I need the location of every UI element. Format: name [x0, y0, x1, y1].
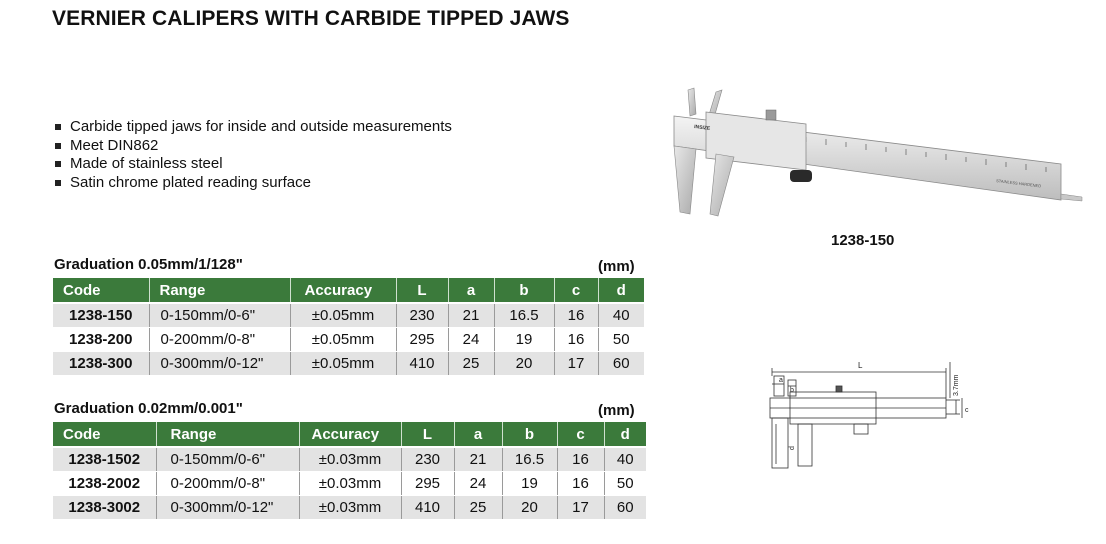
table-row — [53, 496, 646, 520]
graduation-title-2: Graduation 0.02mm/0.001" — [54, 400, 243, 417]
square-bullet-icon — [55, 124, 61, 130]
cell-l: 230 — [401, 447, 454, 472]
dim-label-c: c — [965, 407, 969, 414]
table-row — [53, 472, 646, 496]
unit-label-1: (mm) — [598, 258, 635, 275]
header-range: Range — [156, 422, 299, 447]
feature-list — [52, 118, 452, 192]
cell-c: 16 — [554, 303, 598, 328]
page-title: VERNIER CALIPERS WITH CARBIDE TIPPED JAWS — [52, 7, 570, 30]
header-l: L — [396, 278, 448, 303]
header-accuracy: Accuracy — [299, 422, 401, 447]
cell-l: 295 — [401, 472, 454, 496]
header-d: d — [598, 278, 644, 303]
cell-range: 0-200mm/0-8" — [156, 472, 299, 496]
dim-label-b: b — [790, 387, 794, 394]
spec-table-1 — [53, 278, 644, 376]
cell-accuracy: ±0.05mm — [290, 303, 396, 328]
table-header-row — [53, 422, 646, 447]
header-accuracy: Accuracy — [290, 278, 396, 303]
header-a: a — [454, 422, 502, 447]
cell-a: 25 — [448, 352, 494, 376]
cell-d: 60 — [598, 352, 644, 376]
header-b: b — [502, 422, 557, 447]
photo-caption: 1238-150 — [831, 232, 895, 249]
graduation-title-1: Graduation 0.05mm/1/128" — [54, 256, 243, 273]
cell-l: 410 — [401, 496, 454, 520]
cell-a: 21 — [454, 447, 502, 472]
square-bullet-icon — [55, 143, 61, 149]
cell-accuracy: ±0.03mm — [299, 496, 401, 520]
cell-c: 16 — [554, 328, 598, 352]
feature-item: Meet DIN862 — [52, 137, 452, 156]
cell-b: 20 — [502, 496, 557, 520]
cell-a: 24 — [454, 472, 502, 496]
table-header-row — [53, 278, 644, 303]
cell-d: 40 — [604, 447, 646, 472]
dim-label-l: L — [858, 361, 863, 370]
cell-code: 1238-2002 — [53, 472, 156, 496]
dim-label-3-7mm: 3.7mm — [953, 374, 960, 396]
header-l: L — [401, 422, 454, 447]
cell-d: 40 — [598, 303, 644, 328]
dim-label-d: d — [789, 446, 796, 450]
table-row — [53, 447, 646, 472]
header-c: c — [557, 422, 604, 447]
cell-range: 0-150mm/0-6" — [156, 447, 299, 472]
cell-a: 25 — [454, 496, 502, 520]
cell-accuracy: ±0.03mm — [299, 447, 401, 472]
cell-l: 295 — [396, 328, 448, 352]
feature-item: Made of stainless steel — [52, 155, 452, 174]
cell-b: 16.5 — [494, 303, 554, 328]
cell-range: 0-300mm/0-12" — [149, 352, 290, 376]
square-bullet-icon — [55, 161, 61, 167]
cell-b: 20 — [494, 352, 554, 376]
cell-code: 1238-3002 — [53, 496, 156, 520]
cell-b: 16.5 — [502, 447, 557, 472]
cell-a: 24 — [448, 328, 494, 352]
header-code: Code — [53, 278, 149, 303]
cell-accuracy: ±0.05mm — [290, 328, 396, 352]
square-bullet-icon — [55, 180, 61, 186]
cell-d: 50 — [604, 472, 646, 496]
cell-l: 230 — [396, 303, 448, 328]
table-row — [53, 303, 644, 328]
feature-item: Carbide tipped jaws for inside and outside measurements — [52, 118, 452, 137]
feature-item: Satin chrome plated reading surface — [52, 174, 452, 193]
dimension-diagram — [764, 358, 974, 474]
cell-d: 60 — [604, 496, 646, 520]
cell-c: 16 — [557, 472, 604, 496]
unit-label-2: (mm) — [598, 402, 635, 419]
cell-range: 0-150mm/0-6" — [149, 303, 290, 328]
header-a: a — [448, 278, 494, 303]
cell-code: 1238-200 — [53, 328, 149, 352]
cell-code: 1238-300 — [53, 352, 149, 376]
engraving-text: STAINLESS HARDENED — [995, 178, 1042, 189]
cell-c: 16 — [557, 447, 604, 472]
cell-b: 19 — [494, 328, 554, 352]
header-d: d — [604, 422, 646, 447]
cell-code: 1238-150 — [53, 303, 149, 328]
cell-range: 0-200mm/0-8" — [149, 328, 290, 352]
cell-d: 50 — [598, 328, 644, 352]
header-range: Range — [149, 278, 290, 303]
header-b: b — [494, 278, 554, 303]
cell-a: 21 — [448, 303, 494, 328]
table-row — [53, 328, 644, 352]
cell-range: 0-300mm/0-12" — [156, 496, 299, 520]
spec-table-2 — [53, 422, 646, 520]
cell-code: 1238-1502 — [53, 447, 156, 472]
caliper-photo — [666, 82, 1086, 222]
cell-accuracy: ±0.05mm — [290, 352, 396, 376]
header-c: c — [554, 278, 598, 303]
cell-l: 410 — [396, 352, 448, 376]
cell-c: 17 — [554, 352, 598, 376]
cell-b: 19 — [502, 472, 557, 496]
table-row — [53, 352, 644, 376]
header-code: Code — [53, 422, 156, 447]
cell-accuracy: ±0.03mm — [299, 472, 401, 496]
brand-text: INSIZE — [693, 124, 711, 132]
dim-label-a: a — [779, 377, 783, 384]
cell-c: 17 — [557, 496, 604, 520]
